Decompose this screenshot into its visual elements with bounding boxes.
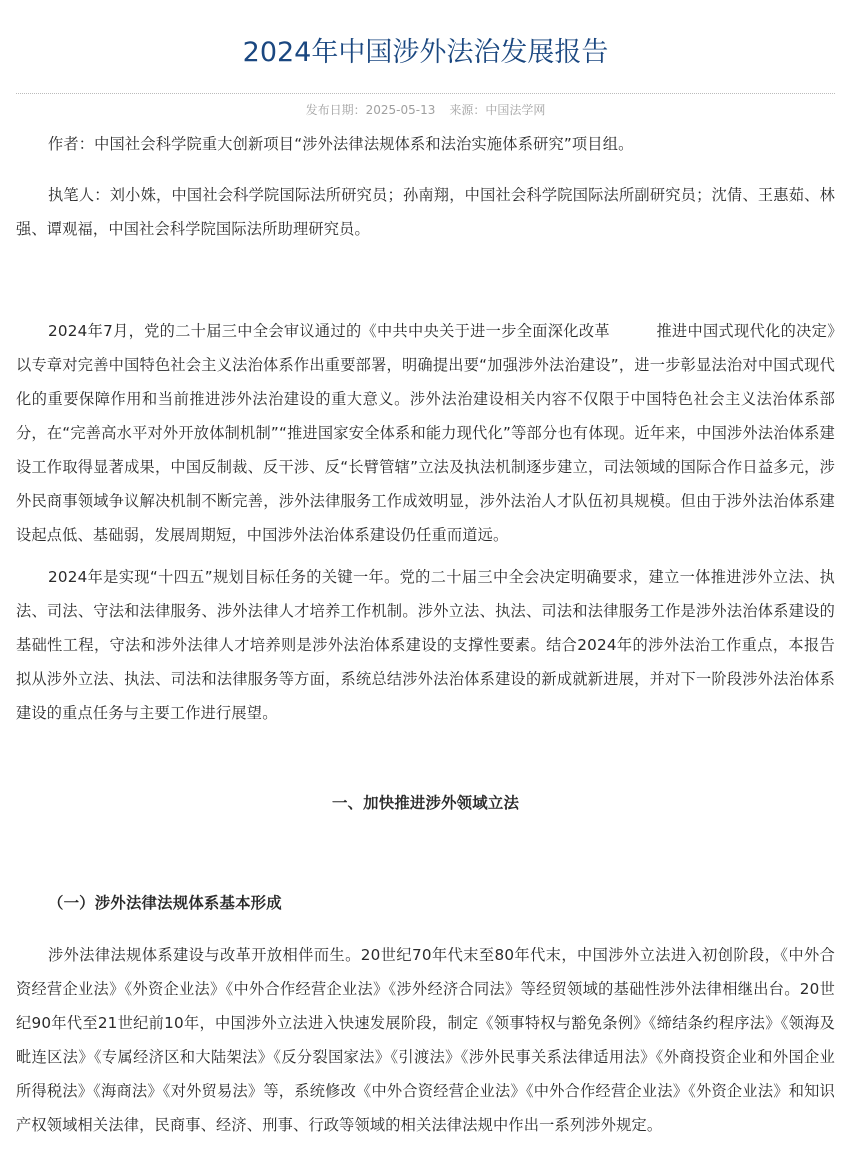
writers-line: 执笔人：刘小姝，中国社会科学院国际法所研究员；孙南翔，中国社会科学院国际法所副研究员；沈倩、王惠茹、林强、谭观福，中国社会科学院国际法所助理研究员。 — [16, 186, 835, 238]
section-heading: 一、加快推进涉外领域立法 — [331, 794, 520, 812]
title-divider — [16, 93, 835, 94]
body-paragraph: 2024年7月，党的二十届三中全会审议通过的《中共中央关于进一步全面深化改革 推进中国式现代化的决定》以专章对完善中国特色社会主义法治体系作出重要部署，明确提出要“加强涉外法治建设”，进一步彰显法治对中国式现代化的重要保障作用和当前推进涉外法治建设的重大意义。涉外法治建设相关内容不仅限于中国特色社会主义法治体系部分，在“完善高水平对外开放体制机制”“推进国家安全体系和能力现代化”等部分也有体现。近年来，中国涉外法治体系建设工作取得显著成果，中国反制裁、反干涉、反“长臂管辖”立法及执法机制逐步建立，司法领域的国际合作日益多元，涉外民商事领域争议解决机制不断完善，涉外法律服务工作成效明显，涉外法治人才队伍初具规模。但由于涉外法治体系建设起点低、基础弱，发展周期短，中国涉外法治体系建设仍任重而道远。 — [16, 322, 835, 544]
publish-date: 发布日期：2025-05-13 — [305, 103, 436, 117]
article-meta — [0, 101, 851, 119]
author-line: 作者：中国社会科学院重大创新项目“涉外法律法规体系和法治实施体系研究”项目组。 — [48, 135, 634, 153]
article-title: 2024年中国涉外法治发展报告 — [242, 37, 609, 68]
body-paragraph: 2024年是实现“十四五”规划目标任务的关键一年。党的二十届三中全会决定明确要求，建立一体推进涉外立法、执法、司法、守法和法律服务、涉外法律人才培养工作机制。涉外立法、执法、司法和法律服务工作是涉外法治体系建设的基础性工程，守法和涉外法律人才培养则是涉外法治体系建设的支撑性要素。结合2024年的涉外法治工作重点，本报告拟从涉外立法、执法、司法和法律服务等方面，系统总结涉外法治体系建设的新成就新进展，并对下一阶段涉外法治体系建设的重点任务与主要工作进行展望。 — [16, 568, 835, 722]
article-source: 来源：中国法学网 — [449, 103, 546, 117]
body-paragraph: 涉外法律法规体系建设与改革开放相伴而生。20世纪70年代末至80年代末，中国涉外立法进入初创阶段，《中外合资经营企业法》《外资企业法》《中外合作经营企业法》《涉外经济合同法》等经贸领域的基础性涉外法律相继出台。20世纪90年代至21世纪前10年，中国涉外立法进入快速发展阶段，制定《领事特权与豁免条例》《缔结条约程序法》《领海及毗连区法》《专属经济区和大陆架法》《反分裂国家法》《引渡法》《涉外民事关系法律适用法》《外商投资企业和外国企业所得税法》《海商法》《对外贸易法》等，系统修改《中外合资经营企业法》《中外合作经营企业法》《外资企业法》和知识产权领域相关法律，民商事、经济、刑事、行政等领域的相关法律法规中作出一系列涉外规定。 — [16, 946, 835, 1134]
subsection-heading: （一）涉外法律法规体系基本形成 — [48, 894, 282, 912]
